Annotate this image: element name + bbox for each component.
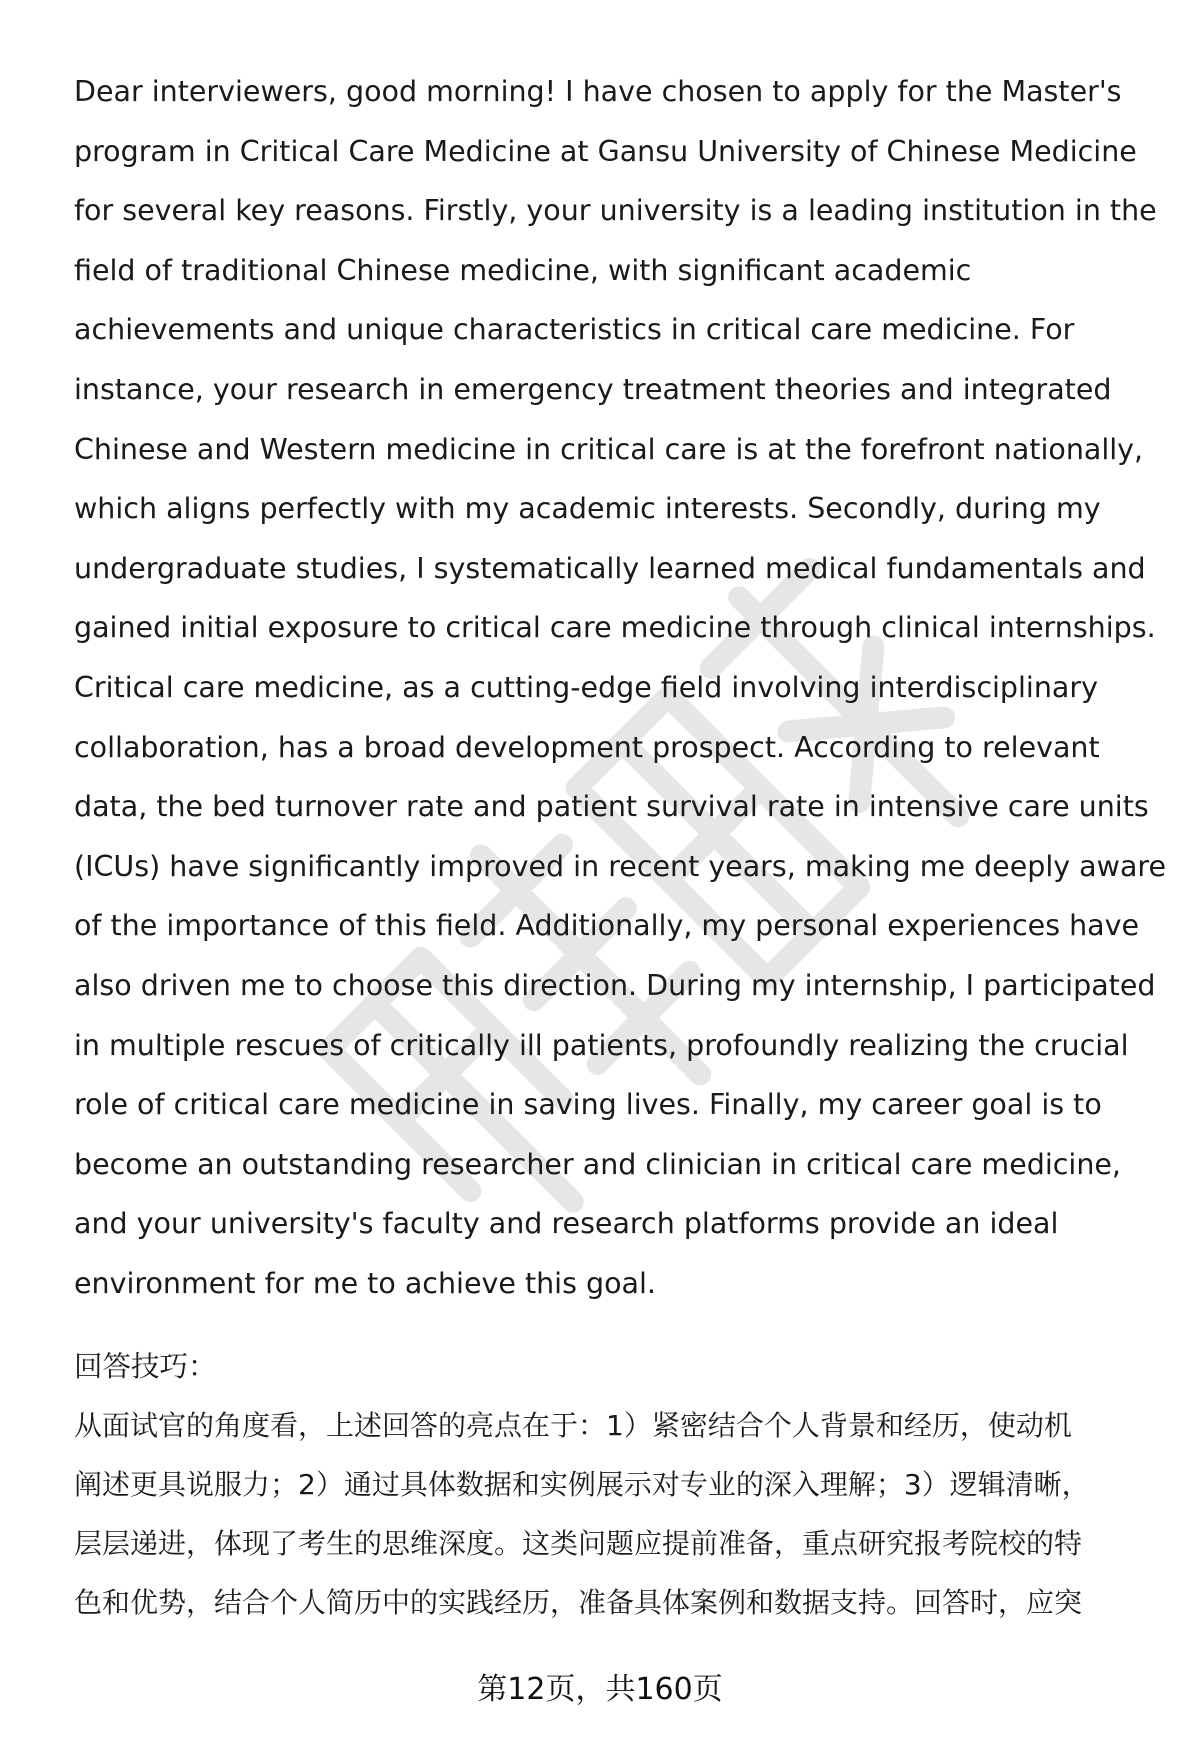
- answer-line: Chinese and Western medicine in critical care is at the forefront nationally,: [74, 432, 1144, 466]
- answer-line: program in Critical Care Medicine at Gansu University of Chinese Medicine: [74, 134, 1137, 168]
- tips-line: 色和优势，结合个人简历中的实践经历，准备具体案例和数据支持。回答时，应突: [74, 1586, 1083, 1620]
- tips-line: 从面试官的角度看，上述回答的亮点在于：1）紧密结合个人背景和经历，使动机: [74, 1409, 1072, 1443]
- tips-line: 阐述更具说服力；2）通过具体数据和实例展示对专业的深入理解；3）逻辑清晰，: [74, 1468, 1090, 1502]
- answer-line: gained initial exposure to critical care medicine through clinical internships.: [74, 611, 1156, 645]
- page-content: [74, 62, 1167, 1632]
- answer-line: become an outstanding researcher and clinician in critical care medicine,: [74, 1147, 1121, 1181]
- answer-line: which aligns perfectly with my academic interests. Secondly, during my: [74, 492, 1101, 526]
- answer-line: Dear interviewers, good morning! I have chosen to apply for the Master's: [74, 75, 1122, 108]
- answer-line: field of traditional Chinese medicine, with significant academic: [74, 253, 972, 287]
- answer-line: data, the bed turnover rate and patient survival rate in intensive care units: [74, 790, 1149, 824]
- answer-line: (ICUs) have significantly improved in recent years, making me deeply aware: [74, 849, 1167, 883]
- answer-line: Critical care medicine, as a cutting-edge field involving interdisciplinary: [74, 670, 1098, 704]
- answer-line: and your university's faculty and research platforms provide an ideal: [74, 1207, 1059, 1241]
- tips-line: 层层递进，体现了考生的思维深度。这类问题应提前准备，重点研究报考院校的特: [74, 1527, 1083, 1561]
- answer-line: achievements and unique characteristics in critical care medicine. For: [74, 313, 1075, 347]
- page-number: 第12页，共160页: [477, 1672, 723, 1707]
- answer-line: role of critical care medicine in saving lives. Finally, my career goal is to: [74, 1088, 1102, 1122]
- answer-line: for several key reasons. Firstly, your university is a leading institution in the: [74, 194, 1157, 228]
- tips-heading: 回答技巧：: [74, 1350, 217, 1384]
- answer-line: collaboration, has a broad development prospect. According to relevant: [74, 730, 1100, 764]
- answer-paragraph: [74, 62, 1167, 1313]
- answer-line: instance, your research in emergency treatment theories and integrated: [74, 372, 1112, 406]
- tips-paragraph: [74, 1396, 1154, 1632]
- answer-line: environment for me to achieve this goal.: [74, 1266, 656, 1300]
- answer-line: of the importance of this field. Additionally, my personal experiences have: [74, 909, 1140, 943]
- answer-line: in multiple rescues of critically ill patients, profoundly realizing the crucial: [74, 1028, 1129, 1062]
- answer-line: undergraduate studies, I systematically learned medical fundamentals and: [74, 551, 1146, 585]
- answer-line: also driven me to choose this direction. During my internship, I participated: [74, 968, 1156, 1002]
